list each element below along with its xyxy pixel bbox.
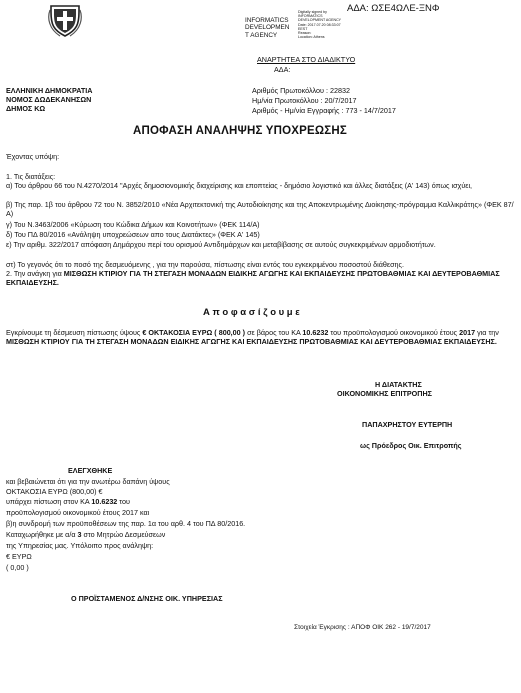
document-title: ΑΠΟΦΑΣΗ ΑΝΑΛΗΨΗΣ ΥΠΟΧΡΕΩΣΗΣ bbox=[133, 125, 348, 137]
provision-d: δ) Του ΠΔ 80/2016 «Ανάληψη υποχρεώσεων απο τους Διατάκτες» (ΦΕΚ Α' 145) bbox=[6, 230, 260, 239]
check-line-1: και βεβαιώνεται ότι για την ανωτέρω δαπάνη ύψους bbox=[6, 477, 170, 486]
signatory-title: ως Πρόεδρος Οικ. Επιτροπής bbox=[360, 441, 462, 450]
greek-coat-of-arms-icon bbox=[48, 2, 82, 38]
intro-text: Έχοντας υπόψη: bbox=[6, 152, 60, 161]
authority-prefecture: ΝΟΜΟΣ ΔΩΔΕΚΑΝΗΣΩΝ bbox=[6, 95, 92, 104]
signatory-name: ΠΑΠΑΧΡΗΣΤΟΥ ΕΥΤΕΡΠΗ bbox=[362, 420, 453, 429]
protocol-number: Αριθμός Πρωτοκόλλου : 22832 bbox=[252, 86, 350, 95]
posted-online-label: ΑΝΑΡΤΗΤΕΑ ΣΤΟ ΔΙΑΔΙΚΤΥΟ bbox=[257, 55, 356, 64]
check-line-7: της Υπηρεσίας μας. Υπόλοιπο προς ανάληψη: bbox=[6, 541, 154, 550]
protocol-date: Ημ/νία Πρωτοκόλλου : 20/7/2017 bbox=[252, 96, 357, 105]
ada-code: ΑΔΑ: ΩΣΕ4ΩΛΕ-ΞΝΦ bbox=[347, 3, 440, 14]
check-line-3: υπάρχει πίστωση στον ΚΑ 10.6232 του bbox=[6, 497, 130, 506]
digital-signature-stamp: Digitally signed by INFORMATICS DEVELOPMENT AGENCY Date: 2017.07.20 08:33:07 EEST Reason: Location: Athens bbox=[298, 10, 342, 40]
check-line-5: β)η συνδρομή των προϋποθέσεων της παρ. 1α του αρθ. 4 του ΠΔ 80/2016. bbox=[6, 519, 246, 528]
provision-b: β) Της παρ. 1β του άρθρου 72 του Ν. 3852/2010 «Νέα Αρχιτεκτονική της Αυτοδιοίκησης και της Αποκεντρωμένης Διοίκησης-πρόγραμμα Καλλικράτης» (ΦΕΚ 87/Α) bbox=[6, 200, 514, 219]
signatory-role-1: Η ΔΙΑΤΑΚΤΗΣ bbox=[375, 380, 422, 389]
check-line-8: € ΕΥΡΩ bbox=[6, 552, 32, 561]
agency-name: INFORMATICS DEVELOPMEN T AGENCY bbox=[245, 17, 290, 39]
check-line-4: προϋπολογισμού οικονομικού έτους 2017 και bbox=[6, 508, 150, 517]
provisions-heading: 1. Τις διατάξεις: bbox=[6, 172, 56, 181]
provision-e: ε) Την αριθμ. 322/2017 απόφαση Δημάρχου περί του ορισμού Αντιδημάρχων και μεταβίβασης σε αυτούς συγκεκριμένων αρμοδιοτήτων. bbox=[6, 240, 436, 249]
provision-a: α) Του άρθρου 66 του Ν.4270/2014 "Αρχές δημοσιονομικής διαχείρισης και εποπτείας - δημόσιο λογιστικό και άλλες διατάξεις (Α' 143) όπως ισχύει, bbox=[6, 181, 473, 190]
protocol-block bbox=[252, 86, 396, 115]
check-line-6: Καταχωρήθηκε με α/α 3 στο Μητρώο Δεσμεύσεων bbox=[6, 530, 166, 539]
authority-block bbox=[6, 86, 92, 113]
approval-footer: Στοιχεία Έγκρισης : ΑΠΟΦ ΟΙΚ 262 - 19/7/2017 bbox=[294, 624, 431, 631]
chief-signature-label: Ο ΠΡΟΪΣΤΑΜΕΝΟΣ Δ/ΝΣΗΣ ΟΙΚ. ΥΠΗΡΕΣΙΑΣ bbox=[71, 594, 223, 603]
authority-municipality: ΔΗΜΟΣ ΚΩ bbox=[6, 104, 46, 113]
ada-small-label: ΑΔΑ: bbox=[274, 65, 291, 74]
registration-entry: Αριθμός - Ημ/νία Εγγραφής : 773 - 14/7/2017 bbox=[252, 106, 396, 115]
check-line-2: ΟΚΤΑΚΟΣΙΑ ΕΥΡΩ (800,00) € bbox=[6, 487, 103, 496]
decision-text: Εγκρίνουμε τη δέσμευση πίστωσης ύψους € ΟΚΤΑΚΟΣΙΑ ΕΥΡΩ ( 800,00 ) σε βάρος του ΚΑ 10.6232 του προϋπολογισμού οικονομικού έτους 2017 για την ΜΙΣΘΩΣΗ ΚΤΙΡΙΟΥ ΓΙΑ ΤΗ ΣΤΕΓΑΣΗ ΜΟΝΑΔΩΝ ΕΙΔΙΚΗΣ ΑΓΩΓΗΣ ΚΑΙ ΕΚΠΑΙΔΕΥΣΗΣ ΠΡΩΤΟΒΑΘΜΙΑΣ ΚΑΙ ΔΕΥΤΕΡΟΒΑΘΜΙΑΣ ΕΚΠΑΙΔΕΥΣΗΣ. bbox=[6, 328, 499, 347]
decision-heading: Α π ο φ α σ ί ζ ο υ μ ε bbox=[203, 307, 300, 318]
checked-heading: ΕΛΕΓΧΘΗΚΕ bbox=[68, 466, 113, 475]
provision-f: στ) Το γεγονός ότι το ποσό της δεσμευόμενης , για την παρούσα, πίστωσης είναι εντός του εγκεκριμένου ποσοστού διάθεσης. bbox=[6, 260, 405, 269]
authority-country: ΕΛΛΗΝΙΚΗ ΔΗΜΟΚΡΑΤΙΑ bbox=[6, 86, 93, 95]
provision-need: 2. Την ανάγκη για ΜΙΣΘΩΣΗ ΚΤΙΡΙΟΥ ΓΙΑ ΤΗ ΣΤΕΓΑΣΗ ΜΟΝΑΔΩΝ ΕΙΔΙΚΗΣ ΑΓΩΓΗΣ ΚΑΙ ΕΚΠΑΙΔΕΥΣΗΣ ΠΡΩΤΟΒΑΘΜΙΑΣ ΚΑΙ ΔΕΥΤΕΡΟΒΑΘΜΙΑΣ ΕΚΠΑΙΔΕΥΣΗΣ. bbox=[6, 269, 500, 288]
provision-c: γ) Του Ν.3463/2006 «Κύρωση του Κώδικα Δήμων και Κοινοτήτων» (ΦΕΚ 114/Α) bbox=[6, 220, 260, 229]
check-line-9: ( 0,00 ) bbox=[6, 563, 29, 572]
signatory-role-2: ΟΙΚΟΝΟΜΙΚΗΣ ΕΠΙΤΡΟΠΗΣ bbox=[337, 389, 432, 398]
